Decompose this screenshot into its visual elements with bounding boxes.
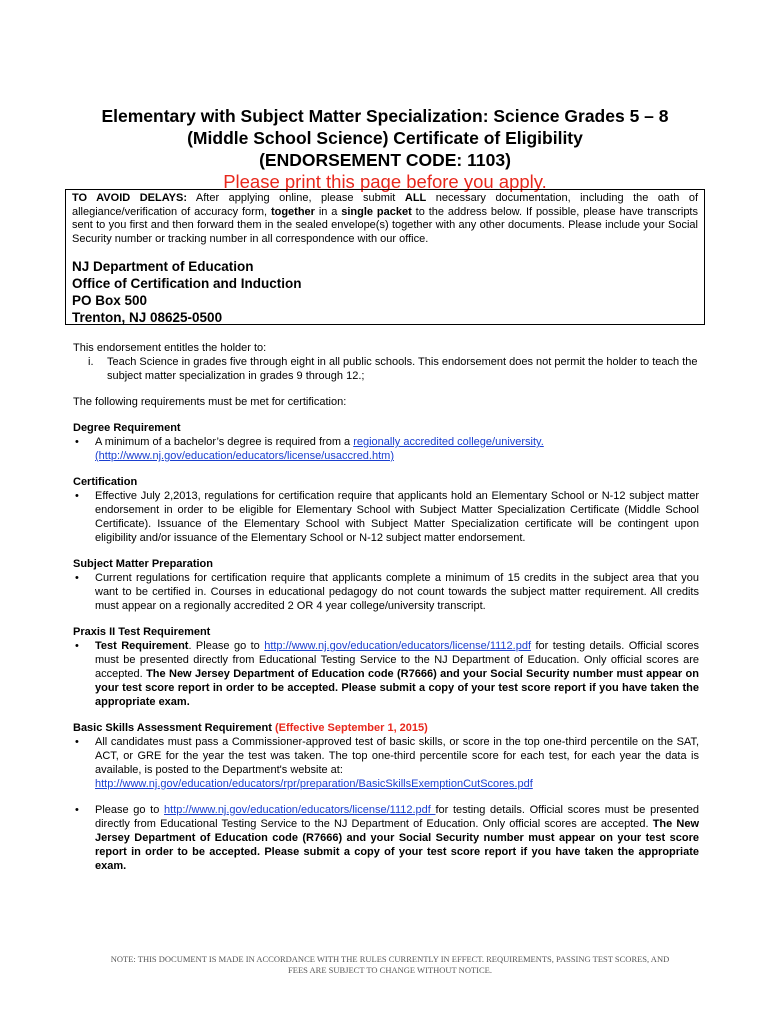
delays-notice-box — [65, 189, 705, 325]
basic-skills-text-2b: for testing details. Official scores must be presented directly from Educational Testing Service to the NJ Department of Education. Only official scores are accepted. — [95, 804, 700, 830]
basic-skills-item-2 — [73, 803, 699, 873]
delays-text-1: After applying online, please submit — [186, 192, 405, 204]
item-number: i. — [88, 356, 94, 368]
title-line-3: (ENDORSEMENT CODE: 1103) — [259, 150, 511, 170]
title-line-1: Elementary with Subject Matter Specialization: Science Grades 5 – 8 — [101, 106, 669, 126]
address-line-1: NJ Department of Education — [72, 259, 254, 274]
endorsement-item — [73, 355, 699, 383]
praxis-text-2: for testing details. Official scores must be presented directly from Educational Testing Service to the NJ Department of Education. Only official scores are accepted. — [95, 640, 700, 680]
praxis-bold-tail: The New Jersey Department of Education code (R7666) and your Social Security number must appear on your test score report in order to be accepted. Please submit a copy of your test score report if you have taken the appropriate exam. — [95, 668, 700, 708]
praxis-1112-link[interactable]: http://www.nj.gov/education/educators/license/1112.pdf — [264, 640, 532, 652]
basic-skills-1112-link[interactable]: http://www.nj.gov/education/educators/license/1112.pdf — [164, 804, 436, 816]
bullet-icon: • — [75, 572, 79, 584]
address-line-2: Office of Certification and Induction — [72, 276, 302, 291]
certification-heading: Certification — [73, 476, 138, 488]
print-notice: Please print this page before you apply. — [223, 171, 547, 192]
basic-skills-text-1: All candidates must pass a Commissioner-approved test of basic skills, or score in the top one-third percentile on the SAT, ACT, or GRE for the year the test was taken. The top one-third percentile score for each test, for each year the data is available, is posted to the Department's website at: — [95, 736, 699, 776]
subject-item — [73, 571, 699, 613]
delays-all: ALL — [404, 192, 427, 204]
delays-together: together — [270, 205, 315, 218]
document-body — [73, 341, 699, 873]
certification-item — [73, 489, 699, 545]
delays-paragraph — [72, 192, 698, 246]
delays-single-packet: single packet — [341, 205, 412, 218]
bullet-icon: • — [75, 736, 79, 748]
basic-skills-item-1 — [73, 735, 699, 791]
address-line-4: Trenton, NJ 08625-0500 — [72, 310, 223, 325]
requirements-intro: The following requirements must be met for certification: — [73, 396, 347, 408]
praxis-text-1: . Please go to — [188, 640, 265, 652]
basic-skills-heading — [73, 721, 699, 735]
usaccred-url-link[interactable]: (http://www.nj.gov/education/educators/license/usaccred.htm) — [95, 450, 394, 462]
bullet-icon: • — [75, 490, 79, 502]
mailing-address — [72, 258, 698, 326]
delays-text-3: in a — [314, 205, 342, 218]
footer-note-line-2: FEES ARE SUBJECT TO CHANGE WITHOUT NOTICE. — [288, 965, 492, 975]
basic-skills-text-2a: Please go to — [95, 804, 165, 816]
degree-text: A minimum of a bachelor’s degree is required from a — [95, 436, 354, 448]
certification-text: Effective July 2,2013, regulations for certification require that applicants hold an Elementary School or N-12 subject matter endorsement in order to be eligible for Elementary School with Subject Matter Specialization Certificate (Middle School Certificate). Issuance of the Elementary School with Subject Matter Specialization certificate will be contingent upon eligibility and/or issuance of the Elementary School or N-12 subject matter endorsement. — [95, 490, 699, 544]
delays-label: TO AVOID DELAYS: — [72, 192, 187, 204]
subject-text: Current regulations for certification require that applicants complete a minimum of 15 credits in the subject area that you want to be certified in. Courses in educational pedagogy do not count towards the subject matter requirement. All credits must appear on a regionally accredited 2 OR 4 year college/university transcript. — [95, 572, 699, 612]
delays-text-4: to the address below. If possible, please have transcripts sent to you first and then forward them in the sealed envelope(s) together with any other documents. Please include your Social Security number or tracking number in all correspondence with our office. — [72, 205, 698, 245]
bullet-icon: • — [75, 436, 79, 448]
delays-text-2: necessary documentation, including the oath of allegiance/verification of accuracy form, — [72, 192, 698, 218]
cut-scores-link[interactable]: http://www.nj.gov/education/educators/rpr/preparation/BasicSkillsExemptionCutScores.pdf — [95, 778, 533, 790]
praxis-item — [73, 639, 699, 709]
footer-note — [45, 954, 735, 976]
endorsement-item-text: Teach Science in grades five through eight in all public schools. This endorsement does not permit the holder to teach the subject matter specialization in grades 9 through 12.; — [107, 356, 698, 382]
praxis-heading: Praxis II Test Requirement — [73, 626, 211, 638]
footer-note-line-1: NOTE: THIS DOCUMENT IS MADE IN ACCORDANCE WITH THE RULES CURRENTLY IN EFFECT. REQUIREMENTS, PASSING TEST SCORES, AND — [110, 954, 670, 964]
basic-skills-bold-text: The New Jersey Department of Education code (R7666) and your Social Security number must appear on your test score report in order to be accepted. Please submit a copy of your test score report if you have taken the appropriate exam. — [95, 818, 699, 872]
subject-heading: Subject Matter Preparation — [73, 558, 213, 570]
praxis-bold-lead: Test Requirement — [95, 640, 189, 652]
address-line-3: PO Box 500 — [72, 293, 148, 308]
degree-item — [73, 435, 699, 463]
basic-skills-heading-text: Basic Skills Assessment Requirement — [73, 722, 275, 734]
endorsement-intro: This endorsement entitles the holder to: — [73, 342, 267, 354]
title-line-2: (Middle School Science) Certificate of Eligibility — [187, 128, 583, 148]
document-title — [40, 105, 730, 193]
basic-skills-effective-date: (Effective September 1, 2015) — [274, 722, 428, 734]
bullet-icon: • — [75, 804, 79, 816]
accredited-college-link[interactable]: regionally accredited college/university. — [353, 436, 544, 448]
degree-heading: Degree Requirement — [73, 422, 181, 434]
bullet-icon: • — [75, 640, 79, 652]
